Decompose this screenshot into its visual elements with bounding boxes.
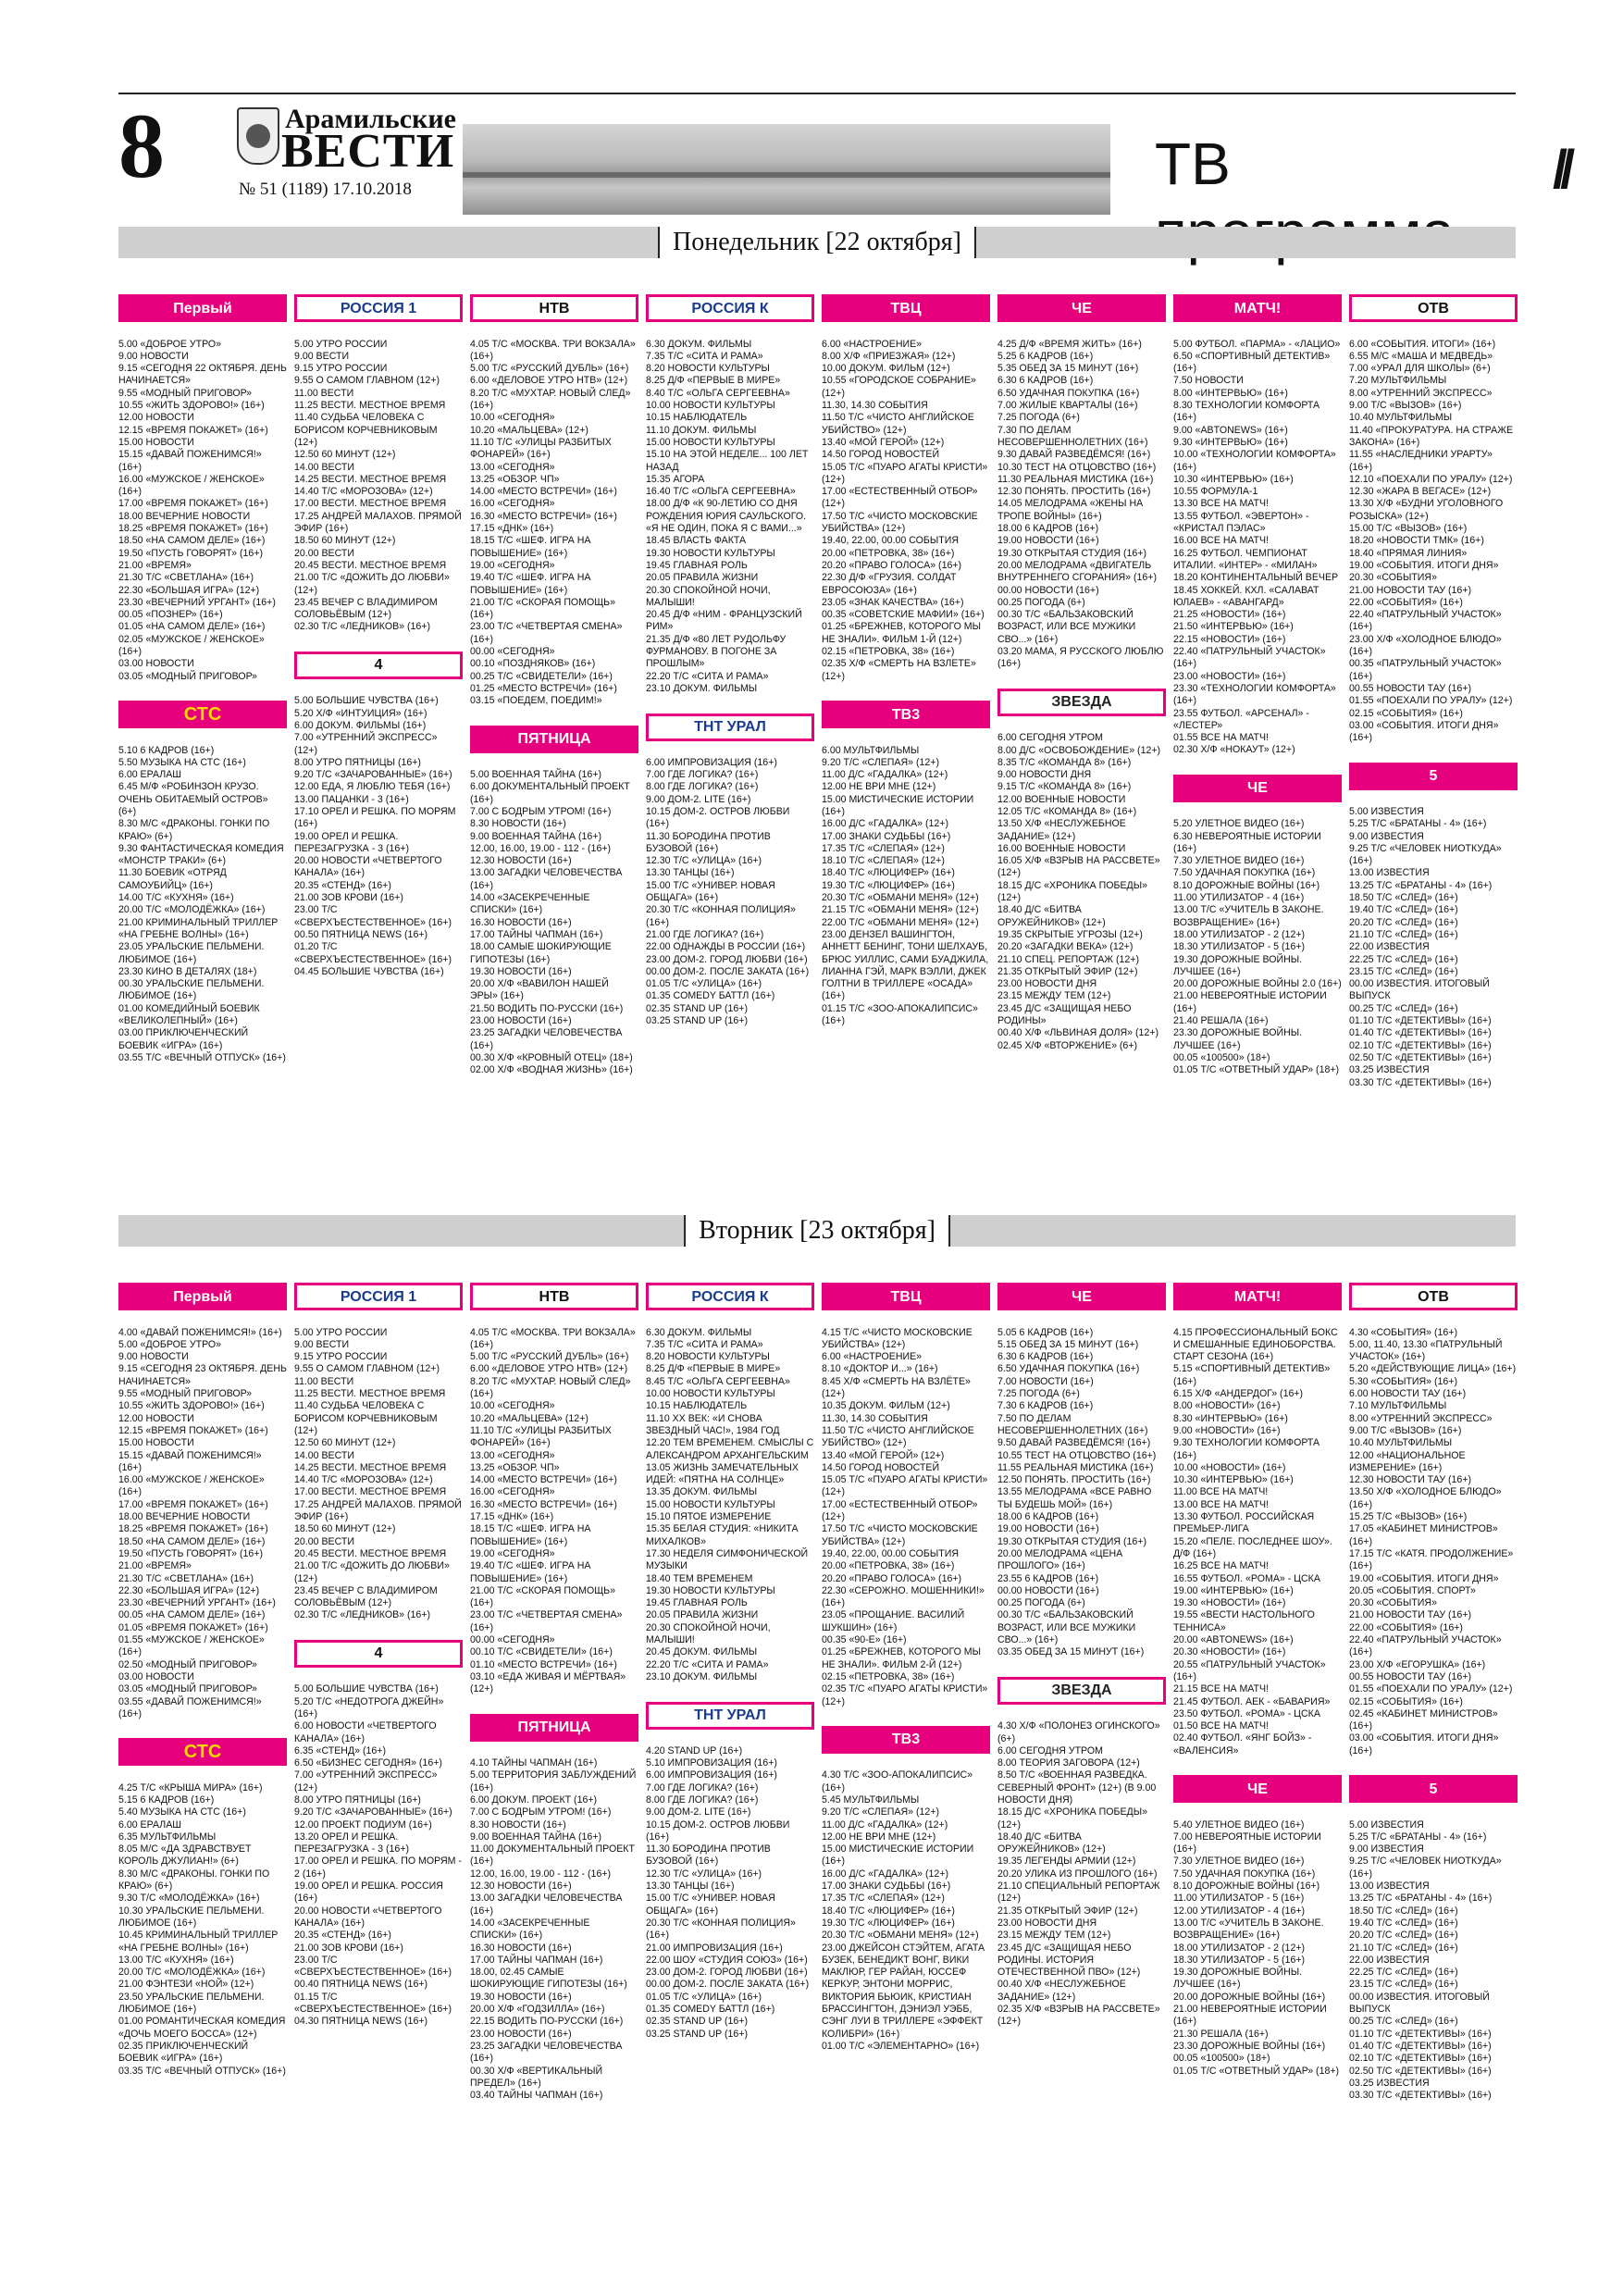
channel-logo-match: МАТЧ! — [1173, 1283, 1342, 1310]
issue-number: № 51 (1189) 17.10.2018 — [239, 180, 412, 199]
schedule-list: 5.40 УЛЕТНОЕ ВИДЕО (16+) 7.00 НЕВЕРОЯТНЫЕ ИСТОРИИ (16+) 7.30 УЛЕТНОЕ ВИДЕО (16+) 7.50 УДАЧНАЯ ПОКУПКА (16+) 8.10 ДОРОЖНЫЕ ВОЙНЫ (16+) 11.00 УТИЛИЗАТОР - 5 (16+) 12.00 УТИЛИЗАТОР - 4 (16+) 13.00 Т/С «УЧИТЕЛЬ В ЗАКОНЕ. ВОЗВРАЩЕНИЕ» (16+) 18.00 УТИЛИЗАТОР - 2 (12+) 18.30 УТИЛИЗАТОР - 5 (16+) 19.30 ДОРОЖНЫЕ ВОЙНЫ. ЛУЧШЕЕ (16+) 20.00 ДОРОЖНЫЕ ВОЙНЫ (16+) 21.00 НЕВЕРОЯТНЫЕ ИСТОРИИ (16+) 21.30 РЕШАЛА (16+) 23.30 ДОРОЖНЫЕ ВОЙНЫ (16+) 00.05 «100500» (18+) 01.05 Т/С «ОТВЕТНЫЙ УДАР» (18+) — [1173, 1818, 1340, 2077]
channel-logo-tvc: ТВЦ — [822, 1283, 990, 1310]
day-title-monday: Понедельник [22 октября] — [658, 227, 976, 258]
schedule-list: 4.30 «СОБЫТИЯ» (16+) 5.00, 11.40, 13.30 «ПАТРУЛЬНЫЙ УЧАСТОК» (16+) 5.20 «ДЕЙСТВУЮЩИЕ ЛИЦА» (16+) 5.30 «СОБЫТИЯ» (16+) 6.00 НОВОСТИ ТАУ (16+) 7.10 МУЛЬТФИЛЬМЫ 8.00 «УТРЕННИЙ ЭКСПРЕСС» 9.00 Т/С «ВЫЗОВ» (16+) 10.40 МУЛЬТФИЛЬМЫ 12.00 «НАЦИОНАЛЬНОЕ ИЗМЕРЕНИЕ» (16+) 12.30 НОВОСТИ ТАУ (16+) 13.50 Х/Ф «ХОЛОДНОЕ БЛЮДО» (16+) 15.25 Т/С «ВЫЗОВ» (16+) 17.05 «КАБИНЕТ МИНИСТРОВ» (16+) 17.15 Т/С «КАТЯ. ПРОДОЛЖЕНИЕ» (16+) 19.00 «СОБЫТИЯ. ИТОГИ ДНЯ» 20.05 «СОБЫТИЯ. СПОРТ» 20.30 «СОБЫТИЯ» 21.00 НОВОСТИ ТАУ (16+) 22.00 «СОБЫТИЯ» (16+) 22.40 «ПАТРУЛЬНЫЙ УЧАСТОК» (16+) 23.00 Х/Ф «ЕГОРУШКА» (16+) 00.55 НОВОСТИ ТАУ (16+) 01.55 «ПОЕХАЛИ ПО УРАЛУ» (12+) 02.15 «СОБЫТИЯ» (16+) 02.45 «КАБИНЕТ МИНИСТРОВ» (16+) 03.00 «СОБЫТИЯ. ИТОГИ ДНЯ» (16+) — [1349, 1326, 1517, 1756]
channel-logo-4kanal: 4 — [294, 1640, 463, 1668]
channel-logo-tv3: ТВ3 — [822, 701, 990, 728]
channel-logo-zvezda: ЗВЕЗДА — [997, 689, 1166, 716]
day-band-tuesday — [118, 1215, 1516, 1247]
header-photo — [463, 124, 1110, 215]
schedule-list: 4.30 Х/Ф «ПОЛОНЕЗ ОГИНСКОГО» (6+) 6.00 СЕГОДНЯ УТРОМ 8.00 ТЕОРИЯ ЗАГОВОРА (12+) 8.50 Т/С «ВОЕННАЯ РАЗВЕДКА. СЕВЕРНЫЙ ФРОНТ» (12+) (В 9.00 НОВОСТИ ДНЯ) 18.15 Д/С «ХРОНИКА ПОБЕДЫ» (12+) 18.40 Д/С «БИТВА ОРУЖЕЙНИКОВ» (12+) 19.35 ЛЕГЕНДЫ АРМИИ (12+) 20.20 УЛИКА ИЗ ПРОШЛОГО (16+) 21.10 СПЕЦИАЛЬНЫЙ РЕПОРТАЖ (12+) 21.35 ОТКРЫТЫЙ ЭФИР (12+) 23.00 НОВОСТИ ДНЯ 23.15 МЕЖДУ ТЕМ (12+) 23.45 Д/С «ЗАЩИЩАЯ НЕБО РОДИНЫ. ИСТОРИЯ ОТЕЧЕСТВЕННОЙ ПВО» (12+) 00.40 Х/Ф «НЕСЛУЖЕБНОЕ ЗАДАНИЕ» (12+) 02.35 Х/Ф «ВЗРЫВ НА РАССВЕТЕ» (12+) — [997, 1720, 1160, 2028]
day-title-tuesday: Вторник [23 октября] — [684, 1215, 950, 1247]
newspaper-name-top: Арамильские — [285, 104, 456, 134]
channel-logo-4kanal: 4 — [294, 652, 463, 679]
monday-col-4 — [646, 282, 814, 1046]
schedule-list: 5.05 6 КАДРОВ (16+) 5.15 ОБЕД ЗА 15 МИНУТ (16+) 6.30 6 КАДРОВ (16+) 6.50 УДАЧНАЯ ПОКУПКА (16+) 7.00 НОВОСТИ (16+) 7.25 ПОГОДА (6+) 7.30 6 КАДРОВ (16+) 7.50 ПО ДЕЛАМ НЕСОВЕРШЕННОЛЕТНИХ (16+) 9.50 ДАВАЙ РАЗВЕДЁМСЯ! (16+) 10.55 ТЕСТ НА ОТЦОВСТВО (16+) 11.55 РЕАЛЬНАЯ МИСТИКА (16+) 12.50 ПОНЯТЬ. ПРОСТИТЬ (16+) 13.55 МЕЛОДРАМА «ВСЕ РАВНО ТЫ БУДЕШЬ МОЙ» (16+) 18.00 6 КАДРОВ (16+) 19.00 НОВОСТИ (16+) 19.30 ОТКРЫТАЯ СТУДИЯ (16+) 20.00 МЕЛОДРАМА «ЦЕНА ПРОШЛОГО» (16+) 23.55 6 КАДРОВ (16+) 00.00 НОВОСТИ (16+) 00.25 ПОГОДА (6+) 00.30 Т/С «БАЛЬЗАКОВСКИЙ ВОЗРАСТ, ИЛИ ВСЕ МУЖИКИ СВО...» (16+) 03.35 ОБЕД ЗА 15 МИНУТ (16+) — [997, 1326, 1157, 1658]
channel-logo-pyatnitsa: ПЯТНИЦА — [470, 1714, 638, 1742]
channel-logo-perviy: Первый — [118, 1283, 287, 1310]
schedule-list: 6.00 ИМПРОВИЗАЦИЯ (16+) 7.00 ГДЕ ЛОГИКА? (16+) 8.00 ГДЕ ЛОГИКА? (16+) 9.00 ДОМ-2. LITE (16+) 10.15 ДОМ-2. ОСТРОВ ЛЮБВИ (16+) 11.30 БОРОДИНА ПРОТИВ БУЗОВОЙ (16+) 12.30 Т/С «УЛИЦА» (16+) 13.30 ТАНЦЫ (16+) 15.00 Т/С «УНИВЕР. НОВАЯ ОБЩАГА» (16+) 20.30 Т/С «КОННАЯ ПОЛИЦИЯ» (16+) 21.00 ГДЕ ЛОГИКА? (16+) 22.00 ОДНАЖДЫ В РОССИИ (16+) 23.00 ДОМ-2. ГОРОД ЛЮБВИ (16+) 00.00 ДОМ-2. ПОСЛЕ ЗАКАТА (16+) 01.05 Т/С «УЛИЦА» (16+) 01.35 COMEDY БАТТЛ (16+) 02.35 STAND UP (16+) 03.25 STAND UP (16+) — [646, 756, 810, 1027]
channel-logo-otv: ОТВ — [1349, 1283, 1518, 1310]
day-band-monday — [118, 227, 1516, 258]
schedule-list: 5.00 ФУТБОЛ. «ПАРМА» - «ЛАЦИО» 6.50 «СПОРТИВНЫЙ ДЕТЕКТИВ» (16+) 7.50 НОВОСТИ 8.00 «ИНТЕРВЬЮ» (16+) 8.30 ТЕХНОЛОГИИ КОМФОРТА (16+) 9.00 «ABTONEWS» (16+) 9.30 «ИНТЕРВЬЮ» (16+) 10.00 «ТЕХНОЛОГИИ КОМФОРТА» (16+) 10.30 «ИНТЕРВЬЮ» (16+) 10.55 ФОРМУЛА-1 13.30 ВСЕ НА МАТЧ! 13.55 ФУТБОЛ. «ЭВЕРТОН» - «КРИСТАЛ ПЭЛАС» 16.00 ВСЕ НА МАТЧ! 16.25 ФУТБОЛ. ЧЕМПИОНАТ ИТАЛИИ. «ИНТЕР» - «МИЛАН» 18.20 КОНТИНЕНТАЛЬНЫЙ ВЕЧЕР 18.45 ХОККЕЙ. КХЛ. «САЛАВАТ ЮЛАЕВ» - «АВАНГАРД» 21.25 «НОВОСТИ» (16+) 21.50 «ИНТЕРВЬЮ» (16+) 22.15 «НОВОСТИ» (16+) 22.40 «ПАТРУЛЬНЫЙ УЧАСТОК» (16+) 23.00 «НОВОСТИ» (16+) 23.30 «ТЕХНОЛОГИИ КОМФОРТА» (16+) 23.55 ФУТБОЛ. «АРСЕНАЛ» - «ЛЕСТЕР» 01.55 ВСЕ НА МАТЧ! 02.30 Х/Ф «НОКАУТ» (12+) — [1173, 338, 1341, 756]
schedule-list: 5.00 ВОЕННАЯ ТАЙНА (16+) 6.00 ДОКУМЕНТАЛЬНЫЙ ПРОЕКТ (16+) 7.00 С БОДРЫМ УТРОМ! (16+) 8.30 НОВОСТИ (16+) 9.00 ВОЕННАЯ ТАЙНА (16+) 12.00, 16.00, 19.00 - 112 - (16+) 12.30 НОВОСТИ (16+) 13.00 ЗАГАДКИ ЧЕЛОВЕЧЕСТВА (16+) 14.00 «ЗАСЕКРЕЧЕННЫЕ СПИСКИ» (16+) 16.30 НОВОСТИ (16+) 17.00 ТАЙНЫ ЧАПМАН (16+) 18.00 САМЫЕ ШОКИРУЮЩИЕ ГИПОТЕЗЫ (16+) 19.30 НОВОСТИ (16+) 20.00 Х/Ф «ВАВИЛОН НАШЕЙ ЭРЫ» (16+) 21.50 ВОДИТЬ ПО-РУССКИ (16+) 23.00 НОВОСТИ (16+) 23.25 ЗАГАДКИ ЧЕЛОВЕЧЕСТВА (16+) 00.30 Х/Ф «КРОВНЫЙ ОТЕЦ» (18+) 02.00 Х/Ф «ВОДНАЯ ЖИЗНЬ» (16+) — [470, 769, 633, 1076]
channel-logo-perviy: Первый — [118, 294, 287, 322]
channel-logo-tvc: ТВЦ — [822, 294, 990, 322]
schedule-list: 5.00 БОЛЬШИЕ ЧУВСТВА (16+) 5.20 Х/Ф «ИНТУИЦИЯ» (16+) 6.00 ДОКУМ. ФИЛЬМЫ (16+) 7.00 «УТРЕННИЙ ЭКСПРЕСС» (12+) 8.00 УТРО ПЯТНИЦЫ (16+) 9.20 Т/С «ЗАЧАРОВАННЫЕ» (16+) 12.00 ЕДА, Я ЛЮБЛЮ ТЕБЯ (16+) 13.00 ПАЦАНКИ - 3 (16+) 17.10 ОРЕЛ И РЕШКА. ПО МОРЯМ (16+) 19.00 ОРЕЛ И РЕШКА. ПЕРЕЗАГРУЗКА - 3 (16+) 20.00 НОВОСТИ «ЧЕТВЕРТОГО КАНАЛА» (16+) 20.35 «СТЕНД» (16+) 21.00 ЗОВ КРОВИ (16+) 23.00 Т/С «СВЕРХЪЕСТЕСТВЕННОЕ» (16+) 00.50 ПЯТНИЦА NEWS (16+) 01.20 Т/С «СВЕРХЪЕСТЕСТВЕННОЕ» (16+) 04.45 БОЛЬШИЕ ЧУВСТВА (16+) — [294, 695, 456, 977]
schedule-list: 6.00 «СОБЫТИЯ. ИТОГИ» (16+) 6.55 М/С «МАША И МЕДВЕДЬ» 7.00 «УРАЛ ДЛЯ ШКОЛЫ» (6+) 7.20 МУЛЬТФИЛЬМЫ 8.00 «УТРЕННИЙ ЭКСПРЕСС» 9.00 Т/С «ВЫЗОВ» (16+) 10.40 МУЛЬТФИЛЬМЫ 11.40 «ПРОКУРАТУРА. НА СТРАЖЕ ЗАКОНА» (16+) 11.55 «НАСЛЕДНИКИ УРАРТУ» (16+) 12.10 «ПОЕХАЛИ ПО УРАЛУ» (12+) 12.30 «ЖАРА В ВЕГАСЕ» (12+) 13.30 Х/Ф «БУДНИ УГОЛОВНОГО РОЗЫСКА» (12+) 15.00 Т/С «ВЫЗОВ» (16+) 18.20 «НОВОСТИ ТМК» (16+) 18.40 «ПРЯМАЯ ЛИНИЯ» 19.00 «СОБЫТИЯ. ИТОГИ ДНЯ» 20.30 «СОБЫТИЯ» 21.00 НОВОСТИ ТАУ (16+) 22.00 «СОБЫТИЯ» (16+) 22.40 «ПАТРУЛЬНЫЙ УЧАСТОК» (16+) 23.00 Х/Ф «ХОЛОДНОЕ БЛЮДО» (16+) 00.35 «ПАТРУЛЬНЫЙ УЧАСТОК» (16+) 00.55 НОВОСТИ ТАУ (16+) 01.55 «ПОЕХАЛИ ПО УРАЛУ» (12+) 02.15 «СОБЫТИЯ» (16+) 03.00 «СОБЫТИЯ. ИТОГИ ДНЯ» (16+) — [1349, 338, 1514, 744]
channel-logo-sts: СТС — [118, 1738, 287, 1766]
schedule-list: 4.20 STAND UP (16+) 5.10 ИМПРОВИЗАЦИЯ (16+) 6.00 ИМПРОВИЗАЦИЯ (16+) 7.00 ГДЕ ЛОГИКА? (16+) 8.00 ГДЕ ЛОГИКА? (16+) 9.00 ДОМ-2. LITE (16+) 10.15 ДОМ-2. ОСТРОВ ЛЮБВИ (16+) 11.30 БОРОДИНА ПРОТИВ БУЗОВОЙ (16+) 12.30 Т/С «УЛИЦА» (16+) 13.30 ТАНЦЫ (16+) 15.00 Т/С «УНИВЕР. НОВАЯ ОБЩАГА» (16+) 20.30 Т/С «КОННАЯ ПОЛИЦИЯ» (16+) 21.00 ИМПРОВИЗАЦИЯ (16+) 22.00 ШОУ «СТУДИЯ СОЮЗ» (16+) 23.00 ДОМ-2. ГОРОД ЛЮБВИ (16+) 00.00 ДОМ-2. ПОСЛЕ ЗАКАТА (16+) 01.05 Т/С «УЛИЦА» (16+) 01.35 COMEDY БАТТЛ (16+) 02.35 STAND UP (16+) 03.25 STAND UP (16+) — [646, 1744, 810, 2040]
schedule-list: 5.00 УТРО РОССИИ 9.00 ВЕСТИ 9.15 УТРО РОССИИ 9.55 О САМОМ ГЛАВНОМ (12+) 11.00 ВЕСТИ 11.25 ВЕСТИ. МЕСТНОЕ ВРЕМЯ 11.40 СУДЬБА ЧЕЛОВЕКА С БОРИСОМ КОРЧЕВНИКОВЫМ (12+) 12.50 60 МИНУТ (12+) 14.00 ВЕСТИ 14.25 ВЕСТИ. МЕСТНОЕ ВРЕМЯ 14.40 Т/С «МОРОЗОВА» (12+) 17.00 ВЕСТИ. МЕСТНОЕ ВРЕМЯ 17.25 АНДРЕЙ МАЛАХОВ. ПРЯМОЙ ЭФИР (16+) 18.50 60 МИНУТ (12+) 20.00 ВЕСТИ 20.45 ВЕСТИ. МЕСТНОЕ ВРЕМЯ 21.00 Т/С «ДОЖИТЬ ДО ЛЮБВИ» (12+) 23.45 ВЕЧЕР С ВЛАДИМИРОМ СОЛОВЬЁВЫМ (12+) 02.30 Т/С «ЛЕДНИКОВ» (16+) — [294, 338, 462, 633]
schedule-list: 5.00 ИЗВЕСТИЯ 5.25 Т/С «БРАТАНЫ - 4» (16+) 9.00 ИЗВЕСТИЯ 9.25 Т/С «ЧЕЛОВЕК НИОТКУДА» (16+) 13.00 ИЗВЕСТИЯ 13.25 Т/С «БРАТАНЫ - 4» (16+) 18.50 Т/С «СЛЕД» (16+) 19.40 Т/С «СЛЕД» (16+) 20.20 Т/С «СЛЕД» (16+) 21.10 Т/С «СЛЕД» (16+) 22.00 ИЗВЕСТИЯ 22.25 Т/С «СЛЕД» (16+) 23.15 Т/С «СЛЕД» (16+) 00.00 ИЗВЕСТИЯ. ИТОГОВЫЙ ВЫПУСК 00.25 Т/С «СЛЕД» (16+) 01.10 Т/С «ДЕТЕКТИВЫ» (16+) 01.40 Т/С «ДЕТЕКТИВЫ» (16+) 02.10 Т/С «ДЕТЕКТИВЫ» (16+) 02.50 Т/С «ДЕТЕКТИВЫ» (16+) 03.25 ИЗВЕСТИЯ 03.30 Т/С «ДЕТЕКТИВЫ» (16+) — [1349, 805, 1502, 1088]
tuesday-col-2 — [294, 1271, 463, 2046]
schedule-list: 5.00 «ДОБРОЕ УТРО» 9.00 НОВОСТИ 9.15 «СЕГОДНЯ 22 ОКТЯБРЯ. ДЕНЬ НАЧИНАЕТСЯ» 9.55 «МОДНЫЙ ПРИГОВОР» 10.55 «ЖИТЬ ЗДОРОВО!» (16+) 12.00 НОВОСТИ 12.15 «ВРЕМЯ ПОКАЖЕТ» (16+) 15.00 НОВОСТИ 15.15 «ДАВАЙ ПОЖЕНИМСЯ!» (16+) 16.00 «МУЖСКОЕ / ЖЕНСКОЕ» (16+) 17.00 «ВРЕМЯ ПОКАЖЕТ» (16+) 18.00 ВЕЧЕРНИЕ НОВОСТИ 18.25 «ВРЕМЯ ПОКАЖЕТ» (16+) 18.50 «НА САМОМ ДЕЛЕ» (16+) 19.50 «ПУСТЬ ГОВОРЯТ» (16+) 21.00 «ВРЕМЯ» 21.30 Т/С «СВЕТЛАНА» (16+) 22.30 «БОЛЬШАЯ ИГРА» (12+) 23.30 «ВЕЧЕРНИЙ УРГАНТ» (16+) 00.05 «ПОЗНЕР» (16+) 01.05 «НА САМОМ ДЕЛЕ» (16+) 02.05 «МУЖСКОЕ / ЖЕНСКОЕ» (16+) 03.00 НОВОСТИ 03.05 «МОДНЫЙ ПРИГОВОР» — [118, 338, 287, 682]
schedule-list: 4.00 «ДАВАЙ ПОЖЕНИМСЯ!» (16+) 5.00 «ДОБРОЕ УТРО» 9.00 НОВОСТИ 9.15 «СЕГОДНЯ 23 ОКТЯБРЯ. ДЕНЬ НАЧИНАЕТСЯ» 9.55 «МОДНЫЙ ПРИГОВОР» 10.55 «ЖИТЬ ЗДОРОВО!» (16+) 12.00 НОВОСТИ 12.15 «ВРЕМЯ ПОКАЖЕТ» (16+) 15.00 НОВОСТИ 15.15 «ДАВАЙ ПОЖЕНИМСЯ!» (16+) 16.00 «МУЖСКОЕ / ЖЕНСКОЕ» (16+) 17.00 «ВРЕМЯ ПОКАЖЕТ» (16+) 18.00 ВЕЧЕРНИЕ НОВОСТИ 18.25 «ВРЕМЯ ПОКАЖЕТ» (16+) 18.50 «НА САМОМ ДЕЛЕ» (16+) 19.50 «ПУСТЬ ГОВОРЯТ» (16+) 21.00 «ВРЕМЯ» 21.30 Т/С «СВЕТЛАНА» (16+) 22.30 «БОЛЬШАЯ ИГРА» (12+) 23.30 «ВЕЧЕРНИЙ УРГАНТ» (16+) 00.05 «НА САМОМ ДЕЛЕ» (16+) 01.05 «ВРЕМЯ ПОКАЖЕТ» (16+) 01.55 «МУЖСКОЕ / ЖЕНСКОЕ» (16+) 02.50 «МОДНЫЙ ПРИГОВОР» 03.00 НОВОСТИ 03.05 «МОДНЫЙ ПРИГОВОР» 03.55 «ДАВАЙ ПОЖЕНИМСЯ!» (16+) — [118, 1326, 287, 1719]
channel-logo-rossiya-k: РОССИЯ К — [646, 294, 814, 322]
channel-logo-5kanal: 5 — [1349, 763, 1518, 790]
tuesday-col-5 — [822, 1271, 990, 2071]
schedule-list: 5.00 ИЗВЕСТИЯ 5.25 Т/С «БРАТАНЫ - 4» (16+) 9.00 ИЗВЕСТИЯ 9.25 Т/С «ЧЕЛОВЕК НИОТКУДА» (16+) 13.00 ИЗВЕСТИЯ 13.25 Т/С «БРАТАНЫ - 4» (16+) 18.50 Т/С «СЛЕД» (16+) 19.40 Т/С «СЛЕД» (16+) 20.20 Т/С «СЛЕД» (16+) 21.10 Т/С «СЛЕД» (16+) 22.00 ИЗВЕСТИЯ 22.25 Т/С «СЛЕД» (16+) 23.15 Т/С «СЛЕД» (16+) 00.00 ИЗВЕСТИЯ. ИТОГОВЫЙ ВЫПУСК 00.25 Т/С «СЛЕД» (16+) 01.10 Т/С «ДЕТЕКТИВЫ» (16+) 01.40 Т/С «ДЕТЕКТИВЫ» (16+) 02.10 Т/С «ДЕТЕКТИВЫ» (16+) 02.50 Т/С «ДЕТЕКТИВЫ» (16+) 03.25 ИЗВЕСТИЯ 03.30 Т/С «ДЕТЕКТИВЫ» (16+) — [1349, 1818, 1502, 2102]
schedule-list: 4.30 Т/С «ЗОО-АПОКАЛИПСИС» (16+) 5.45 МУЛЬТФИЛЬМЫ 9.20 Т/С «СЛЕПАЯ» (12+) 11.00 Д/С «ГАДАЛКА» (12+) 12.00 НЕ ВРИ МНЕ (12+) 15.00 МИСТИЧЕСКИЕ ИСТОРИИ (16+) 16.00 Д/С «ГАДАЛКА» (12+) 17.00 ЗНАКИ СУДЬБЫ (16+) 17.35 Т/С «СЛЕПАЯ» (12+) 18.40 Т/С «ЛЮЦИФЕР» (16+) 19.30 Т/С «ЛЮЦИФЕР» (16+) 20.30 Т/С «ОБМАНИ МЕНЯ» (12+) 23.00 ДЖЕЙСОН СТЭЙТЕМ, АГАТА БУЗЕК, БЕНЕДИКТ ВОНГ, ВИКИ МАКЛЮР, ГЕР РАЙАН, ЮССЕФ КЕРКУР, ЭНТОНИ МОРРИС, ВИКТОРИЯ БЬЮИК, КРИСТИАН БРАССИНГТОН, ДЭНИЭЛ УЭББ, СЭНГ ЛУИ В ТРИЛЛЕРЕ «ЭФФЕКТ КОЛИБРИ» (16+) 01.00 Т/С «ЭЛЕМЕНТАРНО» (16+) — [822, 1769, 985, 2052]
schedule-list: 6.30 ДОКУМ. ФИЛЬМЫ 7.35 Т/С «СИТА И РАМА» 8.20 НОВОСТИ КУЛЬТУРЫ 8.25 Д/Ф «ПЕРВЫЕ В МИРЕ» 8.45 Т/С «ОЛЬГА СЕРГЕЕВНА» 10.00 НОВОСТИ КУЛЬТУРЫ 10.15 НАБЛЮДАТЕЛЬ 11.10 XX ВЕК: «И СНОВА ЗВЕЗДНЫЙ ЧАС!», 1984 ГОД 12.20 ТЕМ ВРЕМЕНЕМ. СМЫСЛЫ С АЛЕКСАНДРОМ АРХАНГЕЛЬСКИМ 13.05 ЖИЗНЬ ЗАМЕЧАТЕЛЬНЫХ ИДЕЙ: «ПЯТНА НА СОЛНЦЕ» 13.35 ДОКУМ. ФИЛЬМЫ 15.00 НОВОСТИ КУЛЬТУРЫ 15.10 ПЯТОЕ ИЗМЕРЕНИЕ 15.35 БЕЛАЯ СТУДИЯ: «НИКИТА МИХАЛКОВ» 17.30 НЕДЕЛЯ СИМФОНИЧЕСКОЙ МУЗЫКИ 18.40 ТЕМ ВРЕМЕНЕМ 19.30 НОВОСТИ КУЛЬТУРЫ 19.45 ГЛАВНАЯ РОЛЬ 20.05 ПРАВИЛА ЖИЗНИ 20.30 СПОКОЙНОЙ НОЧИ, МАЛЫШИ! 20.45 ДОКУМ. ФИЛЬМЫ 22.20 Т/С «СИТА И РАМА» 23.10 ДОКУМ. ФИЛЬМЫ — [646, 1326, 814, 1682]
schedule-list: 6.00 МУЛЬТФИЛЬМЫ 9.20 Т/С «СЛЕПАЯ» (12+) 11.00 Д/С «ГАДАЛКА» (12+) 12.00 НЕ ВРИ МНЕ (12+) 15.00 МИСТИЧЕСКИЕ ИСТОРИИ (16+) 16.00 Д/С «ГАДАЛКА» (12+) 17.00 ЗНАКИ СУДЬБЫ (16+) 17.35 Т/С «СЛЕПАЯ» (12+) 18.10 Т/С «СЛЕПАЯ» (12+) 18.40 Т/С «ЛЮЦИФЕР» (16+) 19.30 Т/С «ЛЮЦИФЕР» (16+) 20.30 Т/С «ОБМАНИ МЕНЯ» (12+) 21.15 Т/С «ОБМАНИ МЕНЯ» (12+) 22.00 Т/С «ОБМАНИ МЕНЯ» (12+) 23.00 ДЕНЗЕЛ ВАШИНГТОН, АННЕТТ БЕНИНГ, ТОНИ ШЕЛХАУБ, БРЮС УИЛЛИС, САМИ БУАДЖИЛА, ЛИАННА ГЭЙ, МАРК ВЭЛЛИ, ДЖЕК ГОЛТНИ В ТРИЛЛЕРЕ «ОСАДА» (16+) 01.15 Т/С «ЗОО-АПОКАЛИПСИС» (16+) — [822, 744, 989, 1027]
tuesday-col-4 — [646, 1271, 814, 2058]
channel-logo-che: ЧЕ — [997, 294, 1166, 322]
schedule-list: 4.25 Д/Ф «ВРЕМЯ ЖИТЬ» (16+) 5.25 6 КАДРОВ (16+) 5.35 ОБЕД ЗА 15 МИНУТ (16+) 6.30 6 КАДРОВ (16+) 6.50 УДАЧНАЯ ПОКУПКА (16+) 7.00 ЖИЛЫЕ КВАРТАЛЫ (16+) 7.25 ПОГОДА (6+) 7.30 ПО ДЕЛАМ НЕСОВЕРШЕННОЛЕТНИХ (16+) 9.30 ДАВАЙ РАЗВЕДЁМСЯ! (16+) 10.30 ТЕСТ НА ОТЦОВСТВО (16+) 11.30 РЕАЛЬНАЯ МИСТИКА (16+) 12.30 ПОНЯТЬ. ПРОСТИТЬ (16+) 14.05 МЕЛОДРАМА «ЖЕНЫ НА ТРОПЕ ВОЙНЫ» (16+) 18.00 6 КАДРОВ (16+) 19.00 НОВОСТИ (16+) 19.30 ОТКРЫТАЯ СТУДИЯ (16+) 20.00 МЕЛОДРАМА «ДВИГАТЕЛЬ ВНУТРЕННЕГО СГОРАНИЯ» (16+) 00.00 НОВОСТИ (16+) 00.25 ПОГОДА (6+) 00.30 Т/С «БАЛЬЗАКОВСКИЙ ВОЗРАСТ, ИЛИ ВСЕ МУЖИКИ СВО...» (16+) 03.20 МАМА, Я РУССКОГО ЛЮБЛЮ (16+) — [997, 338, 1164, 670]
channel-logo-rossiya1: РОССИЯ 1 — [294, 1283, 463, 1310]
monday-col-2 — [294, 282, 463, 996]
monday-col-3 — [470, 282, 638, 1095]
tuesday-col-8 — [1349, 1271, 1518, 2120]
schedule-list: 4.05 Т/С «МОСКВА. ТРИ ВОКЗАЛА» (16+) 5.00 Т/С «РУССКИЙ ДУБЛЬ» (16+) 6.00 «ДЕЛОВОЕ УТРО НТВ» (12+) 8.20 Т/С «МУХТАР. НОВЫЙ СЛЕД» (16+) 10.00 «СЕГОДНЯ» 10.20 «МАЛЬЦЕВА» (12+) 11.10 Т/С «УЛИЦЫ РАЗБИТЫХ ФОНАРЕЙ» (16+) 13.00 «СЕГОДНЯ» 13.25 «ОБЗОР. ЧП» 14.00 «МЕСТО ВСТРЕЧИ» (16+) 16.00 «СЕГОДНЯ» 16.30 «МЕСТО ВСТРЕЧИ» (16+) 17.15 «ДНК» (16+) 18.15 Т/С «ШЕФ. ИГРА НА ПОВЫШЕНИЕ» (16+) 19.00 «СЕГОДНЯ» 19.40 Т/С «ШЕФ. ИГРА НА ПОВЫШЕНИЕ» (16+) 21.00 Т/С «СКОРАЯ ПОМОЩЬ» (16+) 23.00 Т/С «ЧЕТВЕРТАЯ СМЕНА» (16+) 00.00 «СЕГОДНЯ» 00.10 «ПОЗДНЯКОВ» (16+) 00.25 Т/С «СВИДЕТЕЛИ» (16+) 01.25 «МЕСТО ВСТРЕЧИ» (16+) 03.15 «ПОЕДЕМ, ПОЕДИМ!» — [470, 338, 636, 707]
channel-logo-che: ЧЕ — [997, 1283, 1166, 1310]
channel-logo-5kanal: 5 — [1349, 1775, 1518, 1803]
monday-col-5 — [822, 282, 990, 1046]
monday-col-7 — [1173, 282, 1342, 1095]
coat-of-arms-icon — [237, 107, 279, 165]
schedule-list: 4.25 Т/С «КРЫША МИРА» (16+) 5.15 6 КАДРОВ (16+) 5.40 МУЗЫКА НА СТС (16+) 6.00 ЕРАЛАШ 6.35 МУЛЬТФИЛЬМЫ 8.05 М/С «ДА ЗДРАВСТВУЕТ КОРОЛЬ ДЖУЛИАН!» (6+) 8.30 М/С «ДРАКОНЫ. ГОНКИ ПО КРАЮ» (6+) 9.30 Т/С «МОЛОДЁЖКА» (16+) 10.30 УРАЛЬСКИЕ ПЕЛЬМЕНИ. ЛЮБИМОЕ (16+) 10.45 КРИМИНАЛЬНЫЙ ТРИЛЛЕР «НА ГРЕБНЕ ВОЛНЫ» (16+) 13.00 Т/С «КУХНЯ» (16+) 20.00 Т/С «МОЛОДЁЖКА» (16+) 21.00 ФЭНТЕЗИ «НОЙ» (12+) 23.50 УРАЛЬСКИЕ ПЕЛЬМЕНИ. ЛЮБИМОЕ (16+) 01.00 РОМАНТИЧЕСКАЯ КОМЕДИЯ «ДОЧЬ МОЕГО БОССА» (12+) 02.35 ПРИКЛЮЧЕНЧЕСКИЙ БОЕВИК «ИГРА» (16+) 03.35 Т/С «ВЕЧНЫЙ ОТПУСК» (16+) — [118, 1781, 286, 2077]
section-slashes: // — [1553, 140, 1568, 200]
channel-logo-rossiya1: РОССИЯ 1 — [294, 294, 463, 322]
tuesday-col-6 — [997, 1271, 1166, 2046]
tuesday-col-3 — [470, 1271, 638, 2120]
tuesday-col-1 — [118, 1271, 287, 2095]
newspaper-name-main: ВЕСТИ — [281, 125, 455, 178]
schedule-list: 4.10 ТАЙНЫ ЧАПМАН (16+) 5.00 ТЕРРИТОРИЯ ЗАБЛУЖДЕНИЙ (16+) 6.00 ДОКУМ. ПРОЕКТ (16+) 7.00 С БОДРЫМ УТРОМ! (16+) 8.30 НОВОСТИ (16+) 9.00 ВОЕННАЯ ТАЙНА (16+) 11.00 ДОКУМЕНТАЛЬНЫЙ ПРОЕКТ (16+) 12.00, 16.00, 19.00 - 112 - (16+) 12.30 НОВОСТИ (16+) 13.00 ЗАГАДКИ ЧЕЛОВЕЧЕСТВА (16+) 14.00 «ЗАСЕКРЕЧЕННЫЕ СПИСКИ» (16+) 16.30 НОВОСТИ (16+) 17.00 ТАЙНЫ ЧАПМАН (16+) 18.00, 02.45 САМЫЕ ШОКИРУЮЩИЕ ГИПОТЕЗЫ (16+) 19.30 НОВОСТИ (16+) 20.00 Х/Ф «ГОДЗИЛЛА» (16+) 22.15 ВОДИТЬ ПО-РУССКИ (16+) 23.00 НОВОСТИ (16+) 23.25 ЗАГАДКИ ЧЕЛОВЕЧЕСТВА (16+) 00.30 Х/Ф «ВЕРТИКАЛЬНЫЙ ПРЕДЕЛ» (16+) 03.40 ТАЙНЫ ЧАПМАН (16+) — [470, 1757, 637, 2102]
channel-logo-ntv: НТВ — [470, 1283, 638, 1310]
channel-logo-che: ЧЕ — [1173, 1775, 1342, 1803]
page-number: 8 — [118, 94, 165, 197]
channel-logo-tv3: ТВ3 — [822, 1726, 990, 1754]
masthead — [118, 93, 1568, 224]
schedule-list: 5.10 6 КАДРОВ (16+) 5.50 МУЗЫКА НА СТС (16+) 6.00 ЕРАЛАШ 6.45 М/Ф «РОБИНЗОН КРУЗО. ОЧЕНЬ ОБИТАЕМЫЙ ОСТРОВ» (6+) 8.30 М/С «ДРАКОНЫ. ГОНКИ ПО КРАЮ» (6+) 9.30 ФАНТАСТИЧЕСКАЯ КОМЕДИЯ «МОНСТР ТРАКИ» (6+) 11.30 БОЕВИК «ОТРЯД САМОУБИЙЦ» (16+) 14.00 Т/С «КУХНЯ» (16+) 20.00 Т/С «МОЛОДЁЖКА» (16+) 21.00 КРИМИНАЛЬНЫЙ ТРИЛЛЕР «НА ГРЕБНЕ ВОЛНЫ» (16+) 23.05 УРАЛЬСКИЕ ПЕЛЬМЕНИ. ЛЮБИМОЕ (16+) 23.30 КИНО В ДЕТАЛЯХ (18+) 00.30 УРАЛЬСКИЕ ПЕЛЬМЕНИ. ЛЮБИМОЕ (16+) 01.00 КОМЕДИЙНЫЙ БОЕВИК «ВЕЛИКОЛЕПНЫЙ» (16+) 03.00 ПРИКЛЮЧЕНЧЕСКИЙ БОЕВИК «ИГРА» (16+) 03.55 Т/С «ВЕЧНЫЙ ОТПУСК» (16+) — [118, 744, 286, 1063]
channel-logo-tnt-ural: ТНТ УРАЛ — [646, 1702, 814, 1730]
schedule-list: 5.00 УТРО РОССИИ 9.00 ВЕСТИ 9.15 УТРО РОССИИ 9.55 О САМОМ ГЛАВНОМ (12+) 11.00 ВЕСТИ 11.25 ВЕСТИ. МЕСТНОЕ ВРЕМЯ 11.40 СУДЬБА ЧЕЛОВЕКА С БОРИСОМ КОРЧЕВНИКОВЫМ (12+) 12.50 60 МИНУТ (12+) 14.00 ВЕСТИ 14.25 ВЕСТИ. МЕСТНОЕ ВРЕМЯ 14.40 Т/С «МОРОЗОВА» (12+) 17.00 ВЕСТИ. МЕСТНОЕ ВРЕМЯ 17.25 АНДРЕЙ МАЛАХОВ. ПРЯМОЙ ЭФИР (16+) 18.50 60 МИНУТ (12+) 20.00 ВЕСТИ 20.45 ВЕСТИ. МЕСТНОЕ ВРЕМЯ 21.00 Т/С «ДОЖИТЬ ДО ЛЮБВИ» (12+) 23.45 ВЕЧЕР С ВЛАДИМИРОМ СОЛОВЬЁВЫМ (12+) 02.30 Т/С «ЛЕДНИКОВ» (16+) — [294, 1326, 462, 1621]
schedule-list: 5.20 УЛЕТНОЕ ВИДЕО (16+) 6.30 НЕВЕРОЯТНЫЕ ИСТОРИИ (16+) 7.30 УЛЕТНОЕ ВИДЕО (16+) 7.50 УДАЧНАЯ ПОКУПКА (16+) 8.10 ДОРОЖНЫЕ ВОЙНЫ (16+) 11.00 УТИЛИЗАТОР - 4 (16+) 13.00 Т/С «УЧИТЕЛЬ В ЗАКОНЕ. ВОЗВРАЩЕНИЕ» (16+) 18.00 УТИЛИЗАТОР - 2 (12+) 18.30 УТИЛИЗАТОР - 5 (16+) 19.30 ДОРОЖНЫЕ ВОЙНЫ. ЛУЧШЕЕ (16+) 20.00 ДОРОЖНЫЕ ВОЙНЫ 2.0 (16+) 21.00 НЕВЕРОЯТНЫЕ ИСТОРИИ (16+) 21.40 РЕШАЛА (16+) 23.30 ДОРОЖНЫЕ ВОЙНЫ. ЛУЧШЕЕ (16+) 00.05 «100500» (18+) 01.05 Т/С «ОТВЕТНЫЙ УДАР» (18+) — [1173, 818, 1342, 1076]
channel-logo-otv: ОТВ — [1349, 294, 1518, 322]
tuesday-col-7 — [1173, 1271, 1342, 2095]
channel-logo-sts: СТС — [118, 701, 287, 728]
channel-logo-zvezda: ЗВЕЗДА — [997, 1677, 1166, 1705]
schedule-list: 4.15 ПРОФЕССИОНАЛЬНЫЙ БОКС И СМЕШАННЫЕ ЕДИНОБОРСТВА. СТАРТ СЕЗОНА (16+) 5.15 «СПОРТИВНЫЙ ДЕТЕКТИВ» (16+) 6.15 Х/Ф «АНДЕРДОГ» (16+) 8.00 «НОВОСТИ» (16+) 8.30 «ИНТЕРВЬЮ» (16+) 9.00 «НОВОСТИ» (16+) 9.30 ТЕХНОЛОГИИ КОМФОРТА (16+) 10.00 «НОВОСТИ» (16+) 10.30 «ИНТЕРВЬЮ» (16+) 11.00 ВСЕ НА МАТЧ! 13.00 ВСЕ НА МАТЧ! 13.30 ФУТБОЛ. РОССИЙСКАЯ ПРЕМЬЕР-ЛИГА 15.20 «ПЕЛЕ. ПОСЛЕДНЕЕ ШОУ». Д/Ф (16+) 16.25 ВСЕ НА МАТЧ! 16.55 ФУТБОЛ. «РОМА» - ЦСКА 19.00 «ИНТЕРВЬЮ» (16+) 19.30 «НОВОСТИ» (16+) 19.55 «ВЕСТИ НАСТОЛЬНОГО ТЕННИСА» 20.00 «ABTONEWS» (16+) 20.30 «НОВОСТИ» (16+) 20.55 «ПАТРУЛЬНЫЙ УЧАСТОК» (16+) 21.15 ВСЕ НА МАТЧ! 21.45 ФУТБОЛ. АЕК - «БАВАРИЯ» 23.50 ФУТБОЛ. «РОМА» - ЦСКА 01.50 ВСЕ НА МАТЧ! 02.40 ФУТБОЛ. «ЯНГ БОЙЗ» - «ВАЛЕНСИЯ» — [1173, 1326, 1338, 1756]
channel-logo-tnt-ural: ТНТ УРАЛ — [646, 714, 814, 741]
monday-col-8 — [1349, 282, 1518, 1107]
channel-logo-che: ЧЕ — [1173, 775, 1342, 802]
schedule-list: 4.15 Т/С «ЧИСТО МОСКОВСКИЕ УБИЙСТВА» (12+) 6.00 «НАСТРОЕНИЕ» 8.10 «ДОКТОР И...» (16+) 8.45 Х/Ф «СМЕРТЬ НА ВЗЛЁТЕ» (12+) 10.35 ДОКУМ. ФИЛЬМ (12+) 11.30, 14.30 СОБЫТИЯ 11.50 Т/С «ЧИСТО АНГЛИЙСКОЕ УБИЙСТВО» (12+) 13.40 «МОЙ ГЕРОЙ» (12+) 14.50 ГОРОД НОВОСТЕЙ 15.05 Т/С «ПУАРО АГАТЫ КРИСТИ» (12+) 17.00 «ЕСТЕСТВЕННЫЙ ОТБОР» (12+) 17.50 Т/С «ЧИСТО МОСКОВСКИЕ УБИЙСТВА» (12+) 19.40, 22.00, 00.00 СОБЫТИЯ 20.00 «ПЕТРОВКА, 38» (16+) 20.20 «ПРАВО ГОЛОСА» (16+) 22.30 «СЕРОЖНО. МОШЕННИКИ!» (16+) 23.05 «ПРОЩАНИЕ. ВАСИЛИЙ ШУКШИН» (16+) 00.35 «90-Е» (16+) 01.25 «БРЕЖНЕВ, КОТОРОГО МЫ НЕ ЗНАЛИ». ФИЛЬМ 2-Й (12+) 02.15 «ПЕТРОВКА, 38» (16+) 02.35 Т/С «ПУАРО АГАТЫ КРИСТИ» (12+) — [822, 1326, 988, 1707]
channel-logo-ntv: НТВ — [470, 294, 638, 322]
channel-logo-rossiya-k: РОССИЯ К — [646, 1283, 814, 1310]
schedule-list: 6.30 ДОКУМ. ФИЛЬМЫ 7.35 Т/С «СИТА И РАМА» 8.20 НОВОСТИ КУЛЬТУРЫ 8.25 Д/Ф «ПЕРВЫЕ В МИРЕ» 8.40 Т/С «ОЛЬГА СЕРГЕЕВНА» 10.00 НОВОСТИ КУЛЬТУРЫ 10.15 НАБЛЮДАТЕЛЬ 11.10 ДОКУМ. ФИЛЬМЫ 15.00 НОВОСТИ КУЛЬТУРЫ 15.10 НА ЭТОЙ НЕДЕЛЕ... 100 ЛЕТ НАЗАД 15.35 АГОРА 16.40 Т/С «ОЛЬГА СЕРГЕЕВНА» 18.00 Д/Ф «К 90-ЛЕТИЮ СО ДНЯ РОЖДЕНИЯ ЮРИЯ САУЛЬСКОГО. «Я НЕ ОДИН, ПОКА Я С ВАМИ...» 18.45 ВЛАСТЬ ФАКТА 19.30 НОВОСТИ КУЛЬТУРЫ 19.45 ГЛАВНАЯ РОЛЬ 20.05 ПРАВИЛА ЖИЗНИ 20.30 СПОКОЙНОЙ НОЧИ, МАЛЫШИ! 20.45 Д/Ф «НИМ - ФРАНЦУЗСКИЙ РИМ» 21.35 Д/Ф «80 ЛЕТ РУДОЛЬФУ ФУРМАНОВУ. В ПОГОНЕ ЗА ПРОШЛЫМ» 22.20 Т/С «СИТА И РАМА» 23.10 ДОКУМ. ФИЛЬМЫ — [646, 338, 809, 694]
schedule-list: 5.00 БОЛЬШИЕ ЧУВСТВА (16+) 5.20 Т/С «НЕДОТРОГА ДЖЕЙН» (16+) 6.00 НОВОСТИ «ЧЕТВЕРТОГО КАНАЛА» (16+) 6.35 «СТЕНД» (16+) 6.50 «БИЗНЕС СЕГОДНЯ» (16+) 7.00 «УТРЕННИЙ ЭКСПРЕСС» (12+) 8.00 УТРО ПЯТНИЦЫ (16+) 9.20 Т/С «ЗАЧАРОВАННЫЕ» (16+) 12.00 ПРОЕКТ ПОДИУМ (16+) 13.20 ОРЕЛ И РЕШКА. ПЕРЕЗАГРУЗКА - 3 (16+) 17.00 ОРЕЛ И РЕШКА. ПО МОРЯМ - 2 (16+) 19.00 ОРЕЛ И РЕШКА. РОССИЯ (16+) 20.00 НОВОСТИ «ЧЕТВЕРТОГО КАНАЛА» (16+) 20.35 «СТЕНД» (16+) 21.00 ЗОВ КРОВИ (16+) 23.00 Т/С «СВЕРХЪЕСТЕСТВЕННОЕ» (16+) 00.40 ПЯТНИЦА NEWS (16+) 01.15 Т/С «СВЕРХЪЕСТЕСТВЕННОЕ» (16+) 04.30 ПЯТНИЦА NEWS (16+) — [294, 1683, 462, 2028]
channel-logo-pyatnitsa: ПЯТНИЦА — [470, 726, 638, 753]
section-title: ТВ — [1155, 130, 1231, 197]
schedule-list: 4.05 Т/С «МОСКВА. ТРИ ВОКЗАЛА» (16+) 5.00 Т/С «РУССКИЙ ДУБЛЬ» (16+) 6.00 «ДЕЛОВОЕ УТРО НТВ» (12+) 8.20 Т/С «МУХТАР. НОВЫЙ СЛЕД» (16+) 10.00 «СЕГОДНЯ» 10.20 «МАЛЬЦЕВА» (12+) 11.10 Т/С «УЛИЦЫ РАЗБИТЫХ ФОНАРЕЙ» (16+) 13.00 «СЕГОДНЯ» 13.25 «ОБЗОР. ЧП» 14.00 «МЕСТО ВСТРЕЧИ» (16+) 16.00 «СЕГОДНЯ» 16.30 «МЕСТО ВСТРЕЧИ» (16+) 17.15 «ДНК» (16+) 18.15 Т/С «ШЕФ. ИГРА НА ПОВЫШЕНИЕ» (16+) 19.00 «СЕГОДНЯ» 19.40 Т/С «ШЕФ. ИГРА НА ПОВЫШЕНИЕ» (16+) 21.00 Т/С «СКОРАЯ ПОМОЩЬ» (16+) 23.00 Т/С «ЧЕТВЕРТАЯ СМЕНА» (16+) 00.00 «СЕГОДНЯ» 00.10 Т/С «СВИДЕТЕЛИ» (16+) 01.10 «МЕСТО ВСТРЕЧИ» (16+) 03.10 «ЕДА ЖИВАЯ И МЁРТВАЯ» (12+) — [470, 1326, 636, 1695]
schedule-list: 6.00 «НАСТРОЕНИЕ» 8.00 Х/Ф «ПРИЕЗЖАЯ» (12+) 10.00 ДОКУМ. ФИЛЬМ (12+) 10.55 «ГОРОДСКОЕ СОБРАНИЕ» (12+) 11.30, 14.30 СОБЫТИЯ 11.50 Т/С «ЧИСТО АНГЛИЙСКОЕ УБИЙСТВО» (12+) 13.40 «МОЙ ГЕРОЙ» (12+) 14.50 ГОРОД НОВОСТЕЙ 15.05 Т/С «ПУАРО АГАТЫ КРИСТИ» (12+) 17.00 «ЕСТЕСТВЕННЫЙ ОТБОР» (12+) 17.50 Т/С «ЧИСТО МОСКОВСКИЕ УБИЙСТВА» (12+) 19.40, 22.00, 00.00 СОБЫТИЯ 20.00 «ПЕТРОВКА, 38» (16+) 20.20 «ПРАВО ГОЛОСА» (16+) 22.30 Д/Ф «ГРУЗИЯ. СОЛДАТ ЕВРОСОЮЗА» (16+) 23.05 «ЗНАК КАЧЕСТВА» (16+) 00.35 «СОВЕТСКИЕ МАФИИ» (16+) 01.25 «БРЕЖНЕВ, КОТОРОГО МЫ НЕ ЗНАЛИ». ФИЛЬМ 1-Й (12+) 02.15 «ПЕТРОВКА, 38» (16+) 02.35 Х/Ф «СМЕРТЬ НА ВЗЛЕТЕ» (12+) — [822, 338, 988, 682]
monday-col-1 — [118, 282, 287, 1083]
schedule-list: 6.00 СЕГОДНЯ УТРОМ 8.00 Д/С «ОСВОБОЖДЕНИЕ» (12+) 8.35 Т/С «КОМАНДА 8» (16+) 9.00 НОВОСТИ ДНЯ 9.15 Т/С «КОМАНДА 8» (16+) 12.00 ВОЕННЫЕ НОВОСТИ 12.05 Т/С «КОМАНДА 8» (16+) 13.50 Х/Ф «НЕСЛУЖЕБНОЕ ЗАДАНИЕ» (12+) 16.00 ВОЕННЫЕ НОВОСТИ 16.05 Х/Ф «ВЗРЫВ НА РАССВЕТЕ» (12+) 18.15 Д/С «ХРОНИКА ПОБЕДЫ» (12+) 18.40 Д/С «БИТВА ОРУЖЕЙНИКОВ» (12+) 19.35 СКРЫТЫЕ УГРОЗЫ (12+) 20.20 «ЗАГАДКИ ВЕКА» (12+) 21.10 СПЕЦ. РЕПОРТАЖ (12+) 21.35 ОТКРЫТЫЙ ЭФИР (12+) 23.00 НОВОСТИ ДНЯ 23.15 МЕЖДУ ТЕМ (12+) 23.45 Д/С «ЗАЩИЩАЯ НЕБО РОДИНЫ» 00.40 Х/Ф «ЛЬВИНАЯ ДОЛЯ» (12+) 02.45 Х/Ф «ВТОРЖЕНИЕ» (6+) — [997, 732, 1161, 1051]
channel-logo-match: МАТЧ! — [1173, 294, 1342, 322]
monday-col-6 — [997, 282, 1166, 1070]
